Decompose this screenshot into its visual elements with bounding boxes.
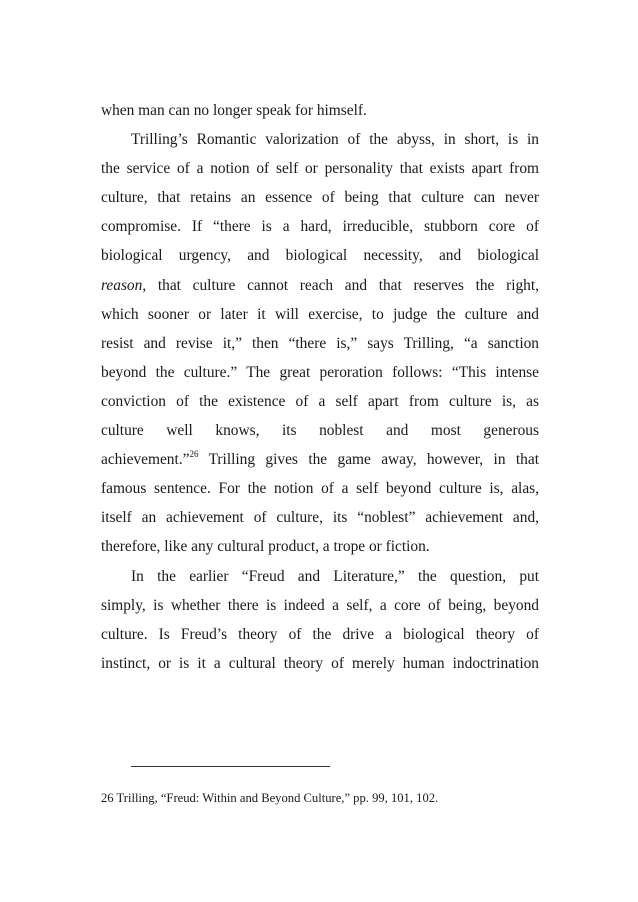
text-line: culture. Is Freud’s theory of the drive a biological theory of	[101, 625, 539, 643]
text-line: In the earlier “Freud and Literature,” the question, put	[131, 567, 539, 585]
text-line: famous sentence. For the notion of a self beyond culture is, alas,	[101, 480, 539, 498]
text-line: Trilling’s Romantic valorization of the abyss, in short, is in	[131, 131, 539, 149]
body-text	[101, 96, 539, 678]
text-line: biological urgency, and biological necessity, and biological	[101, 247, 539, 265]
text-line: therefore, like any cultural product, a trope or fiction.	[101, 538, 430, 556]
text-line: compromise. If “there is a hard, irreducible, stubborn core of	[101, 218, 539, 236]
document-page	[101, 96, 539, 678]
text-line: itself an achievement of culture, its “noblest” achievement and,	[101, 509, 539, 527]
text-line: the service of a notion of self or personality that exists apart from	[101, 160, 539, 178]
text-line: culture well knows, its noblest and most generous	[101, 422, 539, 440]
text-span: , that culture cannot reach and that reserves the right,	[142, 276, 539, 294]
text-span: Trilling gives the game away, however, in that	[198, 451, 539, 469]
footnote-marker: 26	[189, 449, 199, 460]
text-line: beyond the culture.” The great peroration follows: “This intense	[101, 363, 539, 381]
text-line: conviction of the existence of a self apart from culture is, as	[101, 392, 539, 410]
text-line: simply, is whether there is indeed a self, a core of being, beyond	[101, 596, 539, 614]
text-line	[101, 445, 539, 474]
italic-word: reason	[101, 276, 143, 294]
text-line: instinct, or is it a cultural theory of merely human indoctrination	[101, 654, 539, 672]
text-line: culture, that retains an essence of being that culture can never	[101, 189, 539, 207]
text-span: achievement.”	[101, 451, 190, 469]
text-line: which sooner or later it will exercise, to judge the culture and	[101, 305, 539, 323]
text-line: resist and revise it,” then “there is,” says Trilling, “a sanction	[101, 334, 539, 352]
text-line	[101, 271, 539, 300]
footnote-separator	[131, 766, 330, 767]
footnote: 26 Trilling, “Freud: Within and Beyond Culture,” pp. 99, 101, 102.	[101, 791, 439, 805]
text-line: when man can no longer speak for himself.	[101, 102, 367, 119]
